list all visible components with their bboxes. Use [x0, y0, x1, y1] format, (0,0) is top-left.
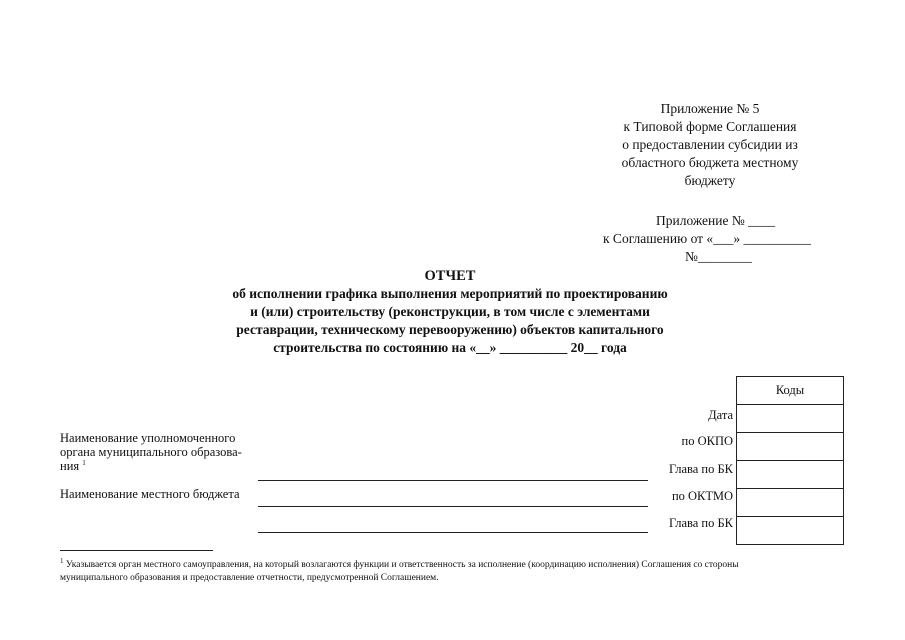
code-cell-date[interactable]	[737, 404, 843, 432]
code-label-glava-bk: Глава по БК	[668, 516, 733, 530]
code-label-okpo: по ОКПО	[681, 434, 733, 448]
appendix-block	[585, 100, 835, 190]
report-subtitle-line: и (или) строительству (реконструкции, в том числе с элементами	[250, 304, 650, 319]
report-title-block	[180, 267, 720, 357]
appendix-line: о предоставлении субсидии из	[622, 137, 798, 152]
report-subtitle-line: реставрации, техническому перевооружению) объектов капитального	[236, 322, 664, 337]
footnote	[60, 556, 860, 585]
report-title: ОТЧЕТ	[424, 268, 476, 284]
appendix-line: бюджету	[684, 173, 736, 188]
appendix-line: к Типовой форме Соглашения	[623, 119, 797, 134]
footnote-divider	[60, 550, 213, 551]
code-cell-okpo[interactable]	[737, 432, 843, 460]
footnote-line	[60, 556, 860, 572]
authority-label-line	[60, 459, 242, 473]
codes-header: Коды	[775, 383, 805, 397]
footnote-marker: 1	[60, 556, 64, 565]
code-cell-glava-bk-1[interactable]	[737, 460, 843, 488]
appendix-line: областного бюджета местному	[621, 155, 799, 170]
footnote-text: Указывается орган местного самоуправления, на который возлагаются функции и ответственность за исполнение (координацию исполнения) Соглашения со стороны	[65, 560, 739, 570]
budget-input-line[interactable]	[258, 506, 648, 507]
code-cell-glava-bk-2[interactable]	[737, 516, 843, 544]
agreement-number: №________	[685, 249, 752, 264]
authority-label	[60, 431, 242, 473]
report-subtitle-line: строительства по состоянию на «__» __________ 20__ года	[273, 340, 627, 355]
footnote-line: муниципального образования и предоставление отчетности, предусмотренной Соглашением.	[60, 573, 439, 583]
authority-label-text: ния	[60, 459, 80, 473]
appendix-line: Приложение № 5	[660, 101, 760, 116]
budget-label: Наименование местного бюджета	[60, 487, 240, 501]
authority-label-line: Наименование уполномоченного	[60, 431, 236, 445]
codes-table	[736, 376, 844, 545]
code-label-date: Дата	[708, 408, 733, 422]
code-cell-oktmo[interactable]	[737, 488, 843, 516]
authority-input-line[interactable]	[258, 480, 648, 481]
authority-label-line: органа муниципального образова-	[60, 445, 242, 459]
agreement-appendix-number: Приложение № ____	[656, 213, 776, 228]
report-subtitle-line: об исполнении графика выполнения мероприятий по проектированию	[232, 286, 668, 301]
budget-input-line-2[interactable]	[258, 532, 648, 533]
agreement-date: к Соглашению от «___» __________	[603, 231, 812, 246]
code-label-glava-bk: Глава по БК	[668, 462, 733, 476]
code-label-oktmo: по ОКТМО	[671, 489, 733, 503]
footnote-ref: 1	[82, 458, 86, 467]
